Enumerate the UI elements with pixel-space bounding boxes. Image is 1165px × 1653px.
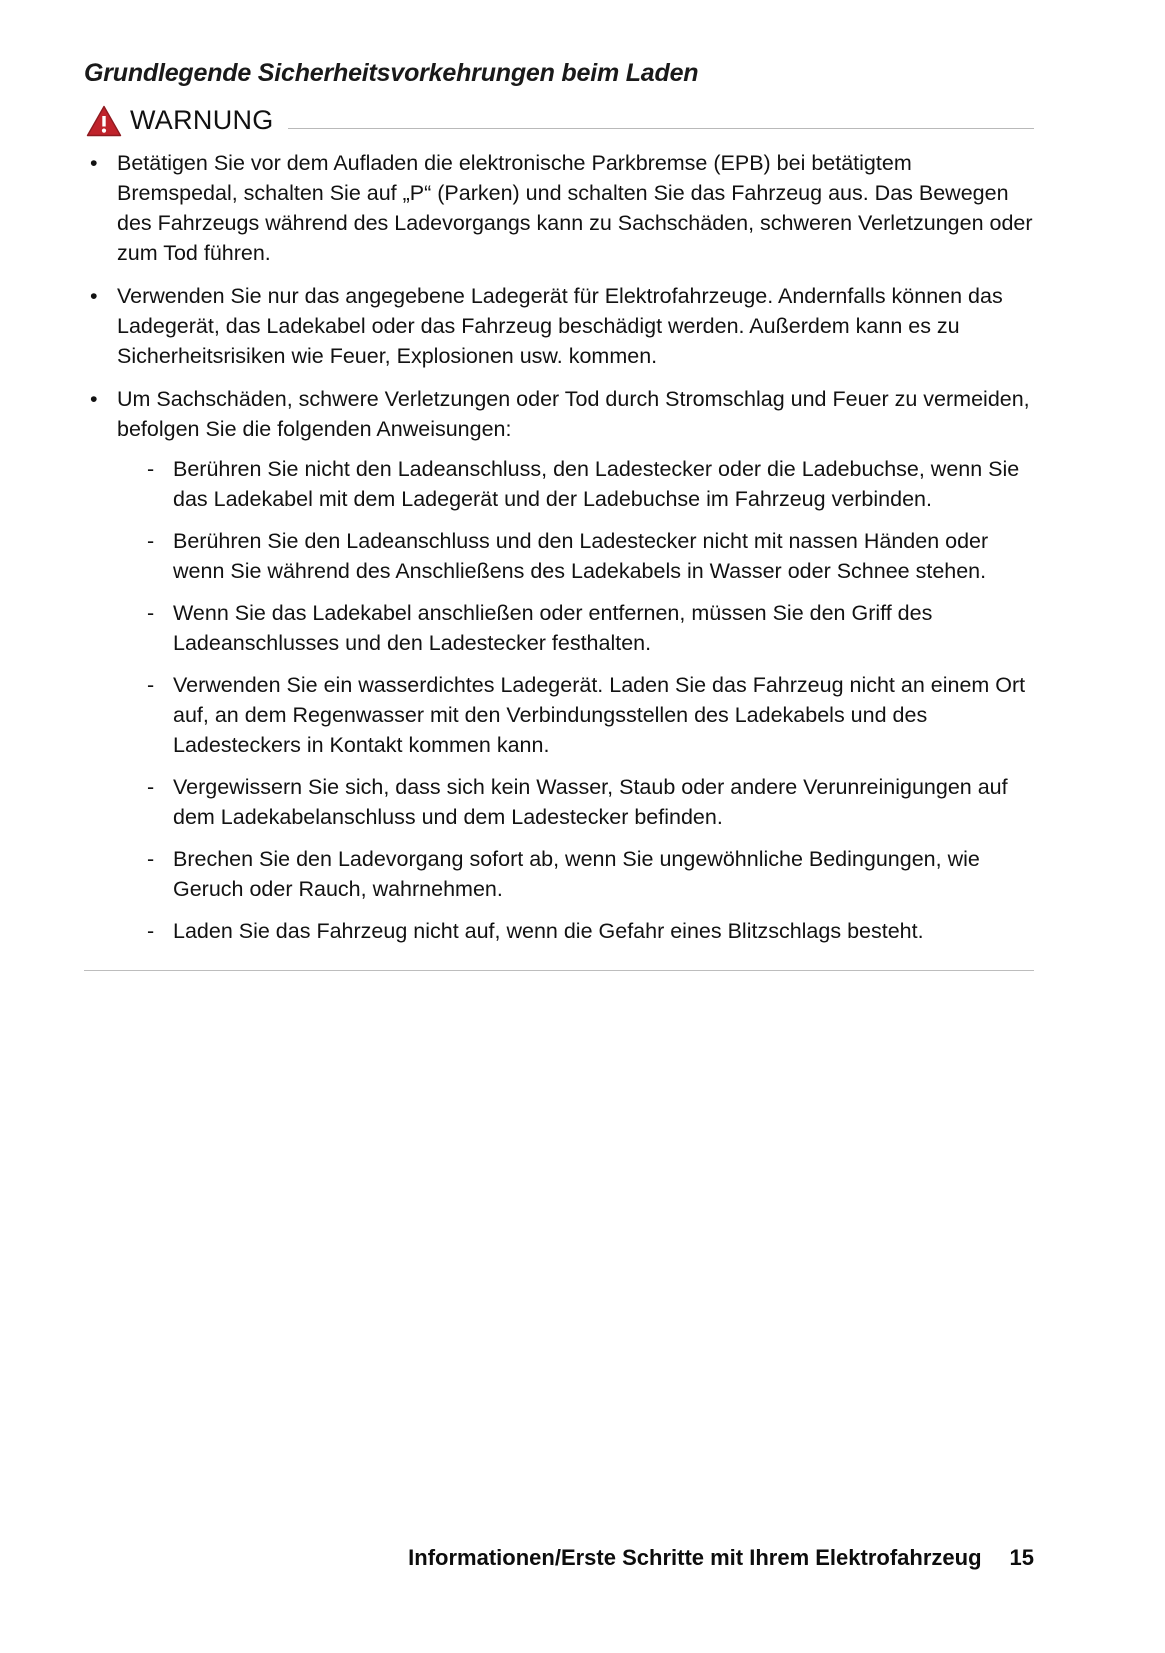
list-item <box>84 384 1034 946</box>
warning-header <box>84 102 1034 140</box>
warning-divider <box>288 128 1034 129</box>
list-item <box>84 148 1034 268</box>
bullet-marker: • <box>90 284 98 308</box>
list-item <box>84 281 1034 371</box>
list-item-text: Verwenden Sie ein wasserdichtes Ladegerät. Laden Sie das Fahrzeug nicht an einem Ort auf, an dem Regenwasser mit den Verbindungsstellen des Ladekabels und des Ladesteckers in Kontakt kommen kann. <box>173 673 1026 757</box>
footer-title: Informationen/Erste Schritte mit Ihrem Elektrofahrzeug <box>408 1545 982 1570</box>
list-item-text: Brechen Sie den Ladevorgang sofort ab, wenn Sie ungewöhnliche Bedingungen, wie Geruch oder Rauch, wahrnehmen. <box>173 847 980 901</box>
dash-marker: - <box>147 775 155 799</box>
list-item-text: Um Sachschäden, schwere Verletzungen oder Tod durch Stromschlag und Feuer zu vermeiden, befolgen Sie die folgenden Anweisungen: <box>117 387 1030 441</box>
list-item <box>144 772 1034 832</box>
list-item <box>144 916 1034 946</box>
page-footer <box>84 1545 1034 1571</box>
warning-label: WARNUNG <box>130 104 274 135</box>
warning-triangle-icon <box>86 105 122 137</box>
bullet-marker: • <box>90 151 98 175</box>
page-number: 15 <box>1009 1545 1034 1570</box>
section-title: Grundlegende Sicherheitsvorkehrungen beim Laden <box>84 59 699 87</box>
dash-marker: - <box>147 601 155 625</box>
dash-marker: - <box>147 919 155 943</box>
dash-marker: - <box>147 457 155 481</box>
section-bottom-divider <box>84 970 1034 971</box>
list-item-text: Laden Sie das Fahrzeug nicht auf, wenn die Gefahr eines Blitzschlags besteht. <box>173 919 924 943</box>
warning-sub-bullet-list <box>144 454 1034 946</box>
list-item-text: Berühren Sie nicht den Ladeanschluss, den Ladestecker oder die Ladebuchse, wenn Sie das Ladekabel mit dem Ladegerät und der Ladebuchse im Fahrzeug verbinden. <box>173 457 1020 511</box>
warning-bullet-list <box>84 148 1034 946</box>
list-item-text: Verwenden Sie nur das angegebene Ladegerät für Elektrofahrzeuge. Andernfalls können das Ladegerät, das Ladekabel oder das Fahrzeug beschädigt werden. Außerdem kann es zu Sicherheitsrisiken wie Feuer, Explosionen usw. kommen. <box>117 284 1003 368</box>
list-item-text: Betätigen Sie vor dem Aufladen die elektronische Parkbremse (EPB) bei betätigtem Bremspedal, schalten Sie auf „P“ (Parken) und schalten Sie das Fahrzeug aus. Das Bewegen des Fahrzeugs während des Ladevorgangs kann zu Sachschäden, schweren Verletzungen oder zum Tod führen. <box>117 151 1033 265</box>
page-content <box>84 58 1034 971</box>
list-item <box>144 844 1034 904</box>
list-item-text: Vergewissern Sie sich, dass sich kein Wasser, Staub oder andere Verunreinigungen auf dem Ladekabelanschluss und dem Ladestecker befinden. <box>173 775 1008 829</box>
list-item <box>144 526 1034 586</box>
bullet-marker: • <box>90 387 98 411</box>
dash-marker: - <box>147 673 155 697</box>
dash-marker: - <box>147 847 155 871</box>
dash-marker: - <box>147 529 155 553</box>
list-item-text: Berühren Sie den Ladeanschluss und den Ladestecker nicht mit nassen Händen oder wenn Sie während des Anschließens des Ladekabels in Wasser oder Schnee stehen. <box>173 529 989 583</box>
list-item <box>144 598 1034 658</box>
sub-list-wrapper <box>117 454 1034 946</box>
list-item-text: Wenn Sie das Ladekabel anschließen oder entfernen, müssen Sie den Griff des Ladeanschlusses und den Ladestecker festhalten. <box>173 601 933 655</box>
list-item <box>144 454 1034 514</box>
list-item <box>144 670 1034 760</box>
